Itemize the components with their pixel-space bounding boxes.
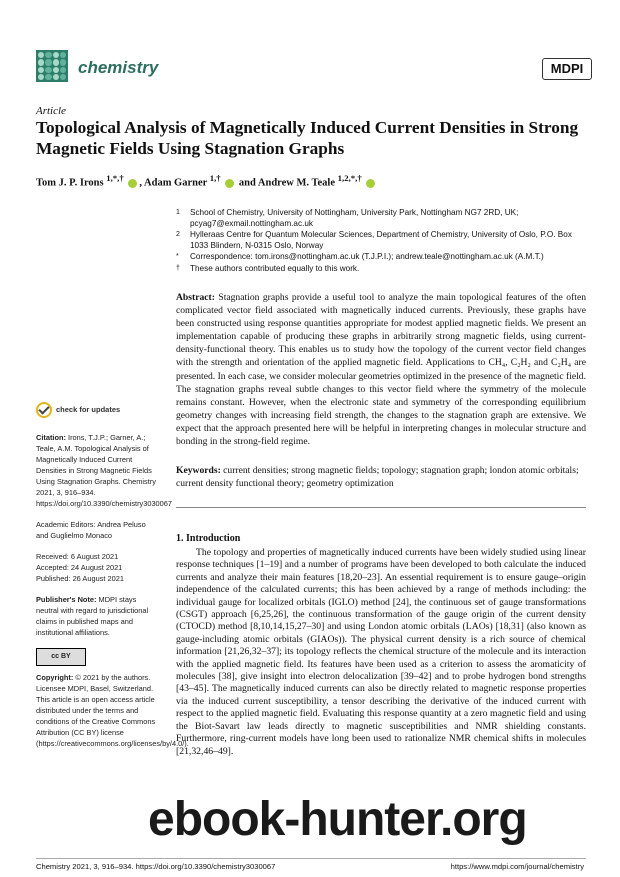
- publisher-logo[interactable]: MDPI: [542, 58, 592, 80]
- author-name[interactable]: Tom J. P. Irons: [36, 177, 104, 189]
- check-for-updates-button[interactable]: check for updates: [36, 402, 156, 418]
- watermark: ebook-hunter.org: [148, 793, 527, 846]
- footer-journal-link[interactable]: https://www.mdpi.com/journal/chemistry: [450, 862, 584, 871]
- dates: [36, 551, 156, 584]
- published-date: Published: 26 August 2021: [36, 574, 124, 583]
- journal-name[interactable]: chemistry: [78, 58, 159, 77]
- orcid-icon[interactable]: [225, 179, 234, 188]
- copyright: Copyright: © 2021 by the authors. Licensee MDPI, Basel, Switzerland. This article is an open access article distributed under the terms and conditions of the Creative Commons Attribution (CC BY) license (https://creativecommons.org/licenses/by/4.0/).: [36, 673, 189, 748]
- publisher-note: Publisher's Note: MDPI stays neutral with regard to jurisdictional claims in published maps and institutional affiliations.: [36, 595, 149, 637]
- divider: [176, 507, 586, 508]
- orcid-icon[interactable]: [128, 179, 137, 188]
- abstract: [176, 291, 586, 448]
- citation: Citation: Irons, T.J.P.; Garner, A.; Teale, A.M. Topological Analysis of Magnetically Induced Current Densities in Strong Magnetic Fields Using Stagnation Graphs. Chemistry 2021, 3, 916–934. https://doi.org/10.3390/chemistry3030067: [36, 433, 172, 508]
- cc-license-icon[interactable]: cc BY: [36, 648, 86, 666]
- orcid-icon[interactable]: [366, 179, 375, 188]
- article-type: Article: [36, 105, 66, 117]
- author-affil-mark: 1,2,*,†: [337, 173, 362, 183]
- author-name[interactable]: Adam Garner: [144, 177, 208, 189]
- sidebar: [36, 402, 189, 759]
- page-header: [36, 50, 592, 86]
- introduction-text: The topology and properties of magnetically induced currents have been widely studied using linear response techniques [1–19] and a number of programs have been developed to both calculate the induced currents and analyze their main features [18,20–23]. An essential requirement is to ensure gauge–origin independence of the calculated currents; this has been achieved by a range of methods including: the individual gauge for localized orbitals (IGLO) method [24], the continuous set of gauge transformations (CSGT) approach [6,25,26], the continuous transformation of the gauge origin of the current density (CTOCD) method [8,10,14,15,27–30] and using London atomic orbitals (LAOs) [18,31] (also known as gauge-including atomic orbitals (GIAOs)). The physical current density is a rich source of chemical information [21,26,32–37]; its topology reflects the chemical structure of the molecule and its interaction with the applied magnetic field. Its features have been used as a criterion to assess the aromaticity of molecules [38], give insight into electron delocalization [39–42] and to probe hydrogen bond strengths [43–45]. The magnetically induced currents can also be directly related to magnetic response properties via the induced current susceptibility, a tensor describing the derivative of the induced current with respect to the applied magnetic field. Evaluating this response quantity at a zero magnetic field and using the Biot-Savart law leads directly to magnetic susceptibilities and NMR shielding constants. Furthermore, ring-current models have long been used to rationalize NMR chemical shifts in molecules [21,32,46–49].: [176, 547, 586, 757]
- check-updates-icon: [36, 402, 52, 418]
- equal-contribution-note: † These authors contributed equally to this work.: [176, 263, 360, 273]
- affiliation-item: 1 School of Chemistry, University of Nottingham, University Park, Nottingham NG7 2RD, UK; pcyag7@exmail.nottingham.ac.uk: [176, 208, 519, 228]
- academic-editors: Academic Editors: Andrea Peluso and Guglielmo Monaco: [36, 520, 146, 540]
- article-title: Topological Analysis of Magnetically Induced Current Densities in Strong Magnetic Fields Using Stagnation Graphs: [36, 118, 579, 158]
- keywords: [176, 464, 586, 490]
- abstract-label: Abstract:: [176, 292, 215, 303]
- section-heading: 1. Introduction: [176, 533, 241, 544]
- author-affil-mark: 1,†: [209, 173, 221, 183]
- correspondence: * Correspondence: tom.irons@nottingham.ac.uk (T.J.P.I.); andrew.teale@nottingham.ac.uk (A.M.T.): [176, 252, 544, 262]
- abstract-text: Stagnation graphs provide a useful tool to analyze the main topological features of the often complicated vector field associated with magnetically induced currents. Previously, these graphs have been constructed using response quantities appropriate for modest applied magnetic fields. We present an implementation capable of producing these graphs in arbitrarily strong magnetic fields, using current-density-functional theory. This enables us to study how the topology of the current vector field changes with the strength and orientation of the applied magnetic field. Applications to CH₄, C₂H₂ and C₂H₄ are presented. In each case, we consider molecular geometries optimized in the presence of the magnetic field. The stagnation graphs reveal subtle changes to this vector field where the symmetry of the molecule remains constant. However, when the electronic state and symmetry of the corresponding equilibrium geometry changes with increasing field strength, the changes to the stagnation graph are extensive. We expect that the approach presented here will be helpful in interpreting changes in molecular structure and bonding in the strong-field regime.: [176, 292, 586, 448]
- accepted-date: Accepted: 24 August 2021: [36, 563, 123, 572]
- author-name[interactable]: and Andrew M. Teale: [238, 177, 335, 189]
- keywords-text: current densities; strong magnetic fields; topology; stagnation graph; london atomic orbitals; current density functional theory; geometry optimization: [176, 465, 579, 490]
- affiliation-item: 2 Hylleraas Centre for Quantum Molecular Sciences, Department of Chemistry, University of Oslo, P.O. Box 1033 Blindern, N-0315 Oslo, Norway: [176, 230, 572, 250]
- received-date: Received: 6 August 2021: [36, 552, 119, 561]
- author-list: Tom J. P. Irons $^{1,*,\dagger}$ , Adam Garner $^{1,\dagger}$ and Andrew M. Teale $^{1,2,*,\dagger}$: [36, 173, 596, 189]
- keywords-label: Keywords:: [176, 465, 221, 476]
- affiliations: [176, 208, 576, 276]
- footer-divider: [36, 858, 586, 859]
- author-affil-mark: 1,*,†: [106, 173, 124, 183]
- journal-logo-icon: [36, 50, 68, 82]
- footer-citation[interactable]: Chemistry 2021, 3, 916–934. https://doi.org/10.3390/chemistry3030067: [36, 862, 276, 871]
